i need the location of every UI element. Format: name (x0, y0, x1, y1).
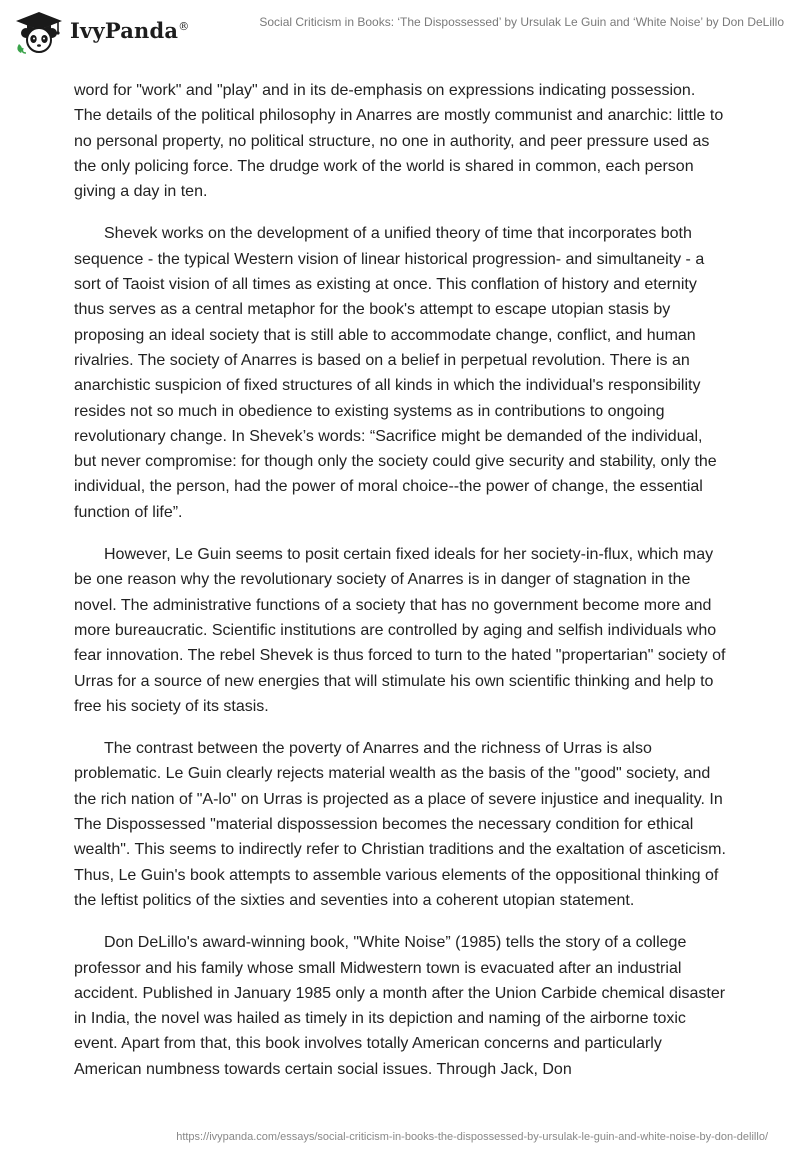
essay-body (74, 78, 726, 1099)
paragraph: word for "work" and "play" and in its de-emphasis on expressions indicating possession. The details of the political philosophy in Anarres are mostly communist and anarchic: little to no personal property, no political structure, no one in authority, and peer pressure used as the only policing force. The drudge work of the world is shared in common, each person giving a day in ten. (74, 82, 724, 201)
source-url[interactable]: https://ivypanda.com/essays/social-criticism-in-books-the-dispossessed-by-ursulak-le-guin-and-white-noise-by-don-delillo/ (176, 1131, 768, 1143)
ivypanda-logo[interactable] (12, 6, 189, 54)
paragraph: The contrast between the poverty of Anarres and the richness of Urras is also problematic. Le Guin clearly rejects material wealth as the basis of the "good" society, and the rich nation of "A-lo" on Urras is projected as a place of severe injustice and inequality. In The Dispossessed "material dispossession becomes the necessary condition for ethical wealth". This seems to indirectly refer to Christian traditions and the exaltation of asceticism. Thus, Le Guin's book attempts to assemble various elements of the oppositional thinking of the leftist politics of the sixties and seventies into a coherent utopian statement. (74, 740, 726, 909)
trademark-symbol: ® (178, 19, 190, 33)
panda-graduate-icon (12, 6, 66, 54)
paragraph: Shevek works on the development of a unified theory of time that incorporates both sequence - the typical Western vision of linear historical progression- and simultaneity - a sort of Taoist vision of all times as existing at once. This conflation of history and eternity thus serves as a central metaphor for the book's attempt to escape utopian stasis by proposing an ideal society that is still able to accommodate change, conflict, and human rivalries. The society of Anarres is based on a belief in perpetual revolution. There is an anarchistic suspicion of fixed structures of all kinds in which the individual's responsibility resides not so much in obedience to existing systems as in contributions to ongoing revolutionary change. In Shevek’s words: “Sacrifice might be demanded of the individual, but never compromise: for though only the society could give security and stability, only the individual, the person, had the power of moral choice--the power of change, the essential function of life”. (74, 225, 717, 521)
brand-name: IvyPanda® (70, 17, 190, 43)
document-title: Social Criticism in Books: ‘The Dispossessed’ by Ursulak Le Guin and ‘White Noise’ by Don DeLillo (259, 15, 784, 29)
paragraph: Don DeLillo's award-winning book, "White Noise” (1985) tells the story of a college professor and his family whose small Midwestern town is evacuated after an industrial accident. Published in January 1985 only a month after the Union Carbide chemical disaster in India, the novel was hailed as timely in its depiction and naming of the airborne toxic event. Apart from that, this book involves totally American concerns and particularly American numbness towards certain social issues. Through Jack, Don (74, 934, 726, 1078)
paragraph: However, Le Guin seems to posit certain fixed ideals for her society-in-flux, which may be one reason why the revolutionary society of Anarres is in danger of stagnation in the novel. The administrative functions of a society that has no government become more and more bureaucratic. Scientific institutions are controlled by aging and selfish individuals who fear innovation. The rebel Shevek is thus forced to turn to the hated "propertarian" society of Urras for a source of new energies that will stimulate his own scientific thinking and help to free his society of its stasis. (74, 546, 726, 715)
page-header (0, 0, 800, 60)
